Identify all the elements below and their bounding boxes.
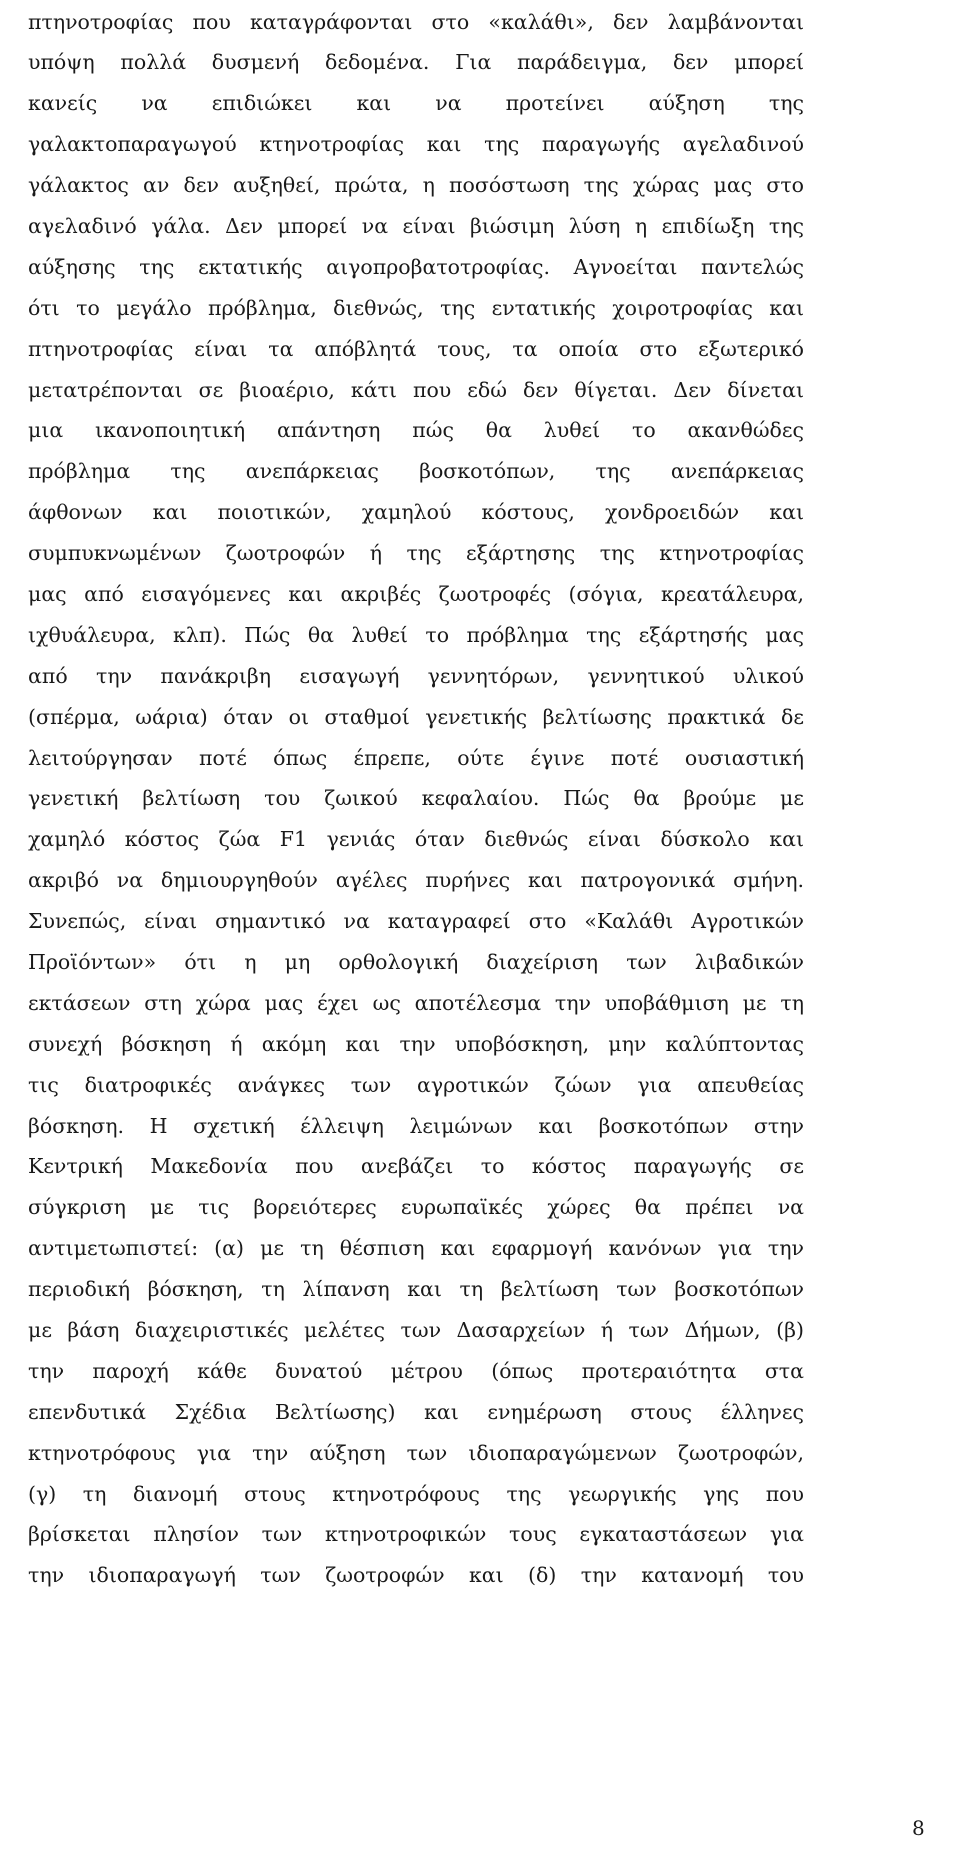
text-line: την ιδιοπαραγωγή των ζωοτροφών και (δ) την κατανομή του	[28, 1563, 804, 1588]
text-line: την παροχή κάθε δυνατού μέτρου (όπως προτεραιότητα στα	[28, 1358, 804, 1383]
text-line: περιοδική βόσκηση, τη λίπανση και τη βελτίωση των βοσκοτόπων	[28, 1277, 804, 1302]
text-line: βόσκηση. Η σχετική έλλειψη λειμώνων και βοσκοτόπων στην	[28, 1113, 804, 1138]
text-line: συνεχή βόσκηση ή ακόμη και την υποβόσκηση, μην καλύπτοντας	[28, 1031, 804, 1056]
text-line: κανείς να επιδιώκει και να προτείνει αύξηση της	[28, 91, 804, 116]
text-line: τις διατροφικές ανάγκες των αγροτικών ζώων για απευθείας	[28, 1072, 804, 1097]
text-line: κτηνοτρόφους για την αύξηση των ιδιοπαραγώμενων ζωοτροφών,	[28, 1440, 804, 1465]
text-line: βρίσκεται πλησίον των κτηνοτροφικών τους εγκαταστάσεων για	[28, 1522, 804, 1547]
text-line: εκτάσεων στη χώρα μας έχει ως αποτέλεσμα την υποβάθμιση με τη	[28, 990, 804, 1015]
text-line: (γ) τη διανομή στους κτηνοτρόφους της γεωργικής γης που	[28, 1481, 804, 1506]
text-line: μια ικανοποιητική απάντηση πώς θα λυθεί το ακανθώδες	[28, 418, 804, 443]
text-line: πρόβλημα της ανεπάρκειας βοσκοτόπων, της ανεπάρκειας	[28, 459, 804, 484]
text-line: γαλακτοπαραγωγού κτηνοτροφίας και της παραγωγής αγελαδινού	[28, 132, 804, 157]
page-number: 8	[912, 1816, 925, 1840]
text-line: γενετική βελτίωση του ζωικού κεφαλαίου. Πώς θα βρούμε με	[28, 786, 804, 811]
text-line: αντιμετωπιστεί: (α) με τη θέσπιση και εφαρμογή κανόνων για την	[28, 1236, 804, 1261]
text-line: λειτούργησαν ποτέ όπως έπρεπε, ούτε έγινε ποτέ ουσιαστική	[28, 745, 804, 770]
text-line: αγελαδινό γάλα. Δεν μπορεί να είναι βιώσιμη λύση η επιδίωξη της	[28, 213, 804, 238]
text-line: Κεντρική Μακεδονία που ανεβάζει το κόστος παραγωγής σε	[28, 1154, 804, 1179]
text-line: μας από εισαγόμενες και ακριβές ζωοτροφές (σόγια, κρεατάλευρα,	[28, 581, 804, 606]
text-line: επενδυτικά Σχέδια Βελτίωσης) και ενημέρωση στους έλληνες	[28, 1399, 804, 1424]
text-line: Προϊόντων» ότι η μη ορθολογική διαχείριση των λιβαδικών	[28, 949, 804, 974]
text-line: αύξησης της εκτατικής αιγοπροβατοτροφίας. Αγνοείται παντελώς	[28, 254, 804, 279]
text-line: πτηνοτροφίας είναι τα απόβλητά τους, τα οποία στο εξωτερικό	[28, 336, 804, 361]
text-line: πτηνοτροφίας που καταγράφονται στο «καλάθι», δεν λαμβάνονται	[28, 9, 804, 34]
text-line: γάλακτος αν δεν αυξηθεί, πρώτα, η ποσόστωση της χώρας μας στο	[28, 173, 804, 198]
text-line: από την πανάκριβη εισαγωγή γεννητόρων, γεννητικού υλικού	[28, 663, 804, 688]
text-line: άφθονων και ποιοτικών, χαμηλού κόστους, χονδροειδών και	[28, 500, 804, 525]
text-line: υπόψη πολλά δυσμενή δεδομένα. Για παράδειγμα, δεν μπορεί	[28, 50, 804, 75]
text-line: χαμηλό κόστος ζώα F1 γενιάς όταν διεθνώς είναι δύσκολο και	[28, 827, 804, 852]
text-line: μετατρέπονται σε βιοαέριο, κάτι που εδώ δεν θίγεται. Δεν δίνεται	[28, 377, 804, 402]
text-line: (σπέρμα, ωάρια) όταν οι σταθμοί γενετικής βελτίωσης πρακτικά δε	[28, 704, 804, 729]
document-body	[28, 2, 804, 1597]
text-line: σύγκριση με τις βορειότερες ευρωπαϊκές χώρες θα πρέπει να	[28, 1195, 804, 1220]
text-line: με βάση διαχειριστικές μελέτες των Δασαρχείων ή των Δήμων, (β)	[28, 1318, 804, 1342]
text-line: ιχθυάλευρα, κλπ). Πώς θα λυθεί το πρόβλημα της εξάρτησής μας	[28, 622, 804, 647]
text-line: συμπυκνωμένων ζωοτροφών ή της εξάρτησης της κτηνοτροφίας	[28, 541, 804, 566]
text-line: Συνεπώς, είναι σημαντικό να καταγραφεί στο «Καλάθι Αγροτικών	[28, 909, 804, 934]
text-line: ακριβό να δημιουργηθούν αγέλες πυρήνες και πατρογονικά σμήνη.	[28, 868, 804, 893]
text-line: ότι το μεγάλο πρόβλημα, διεθνώς, της εντατικής χοιροτροφίας και	[28, 295, 804, 320]
